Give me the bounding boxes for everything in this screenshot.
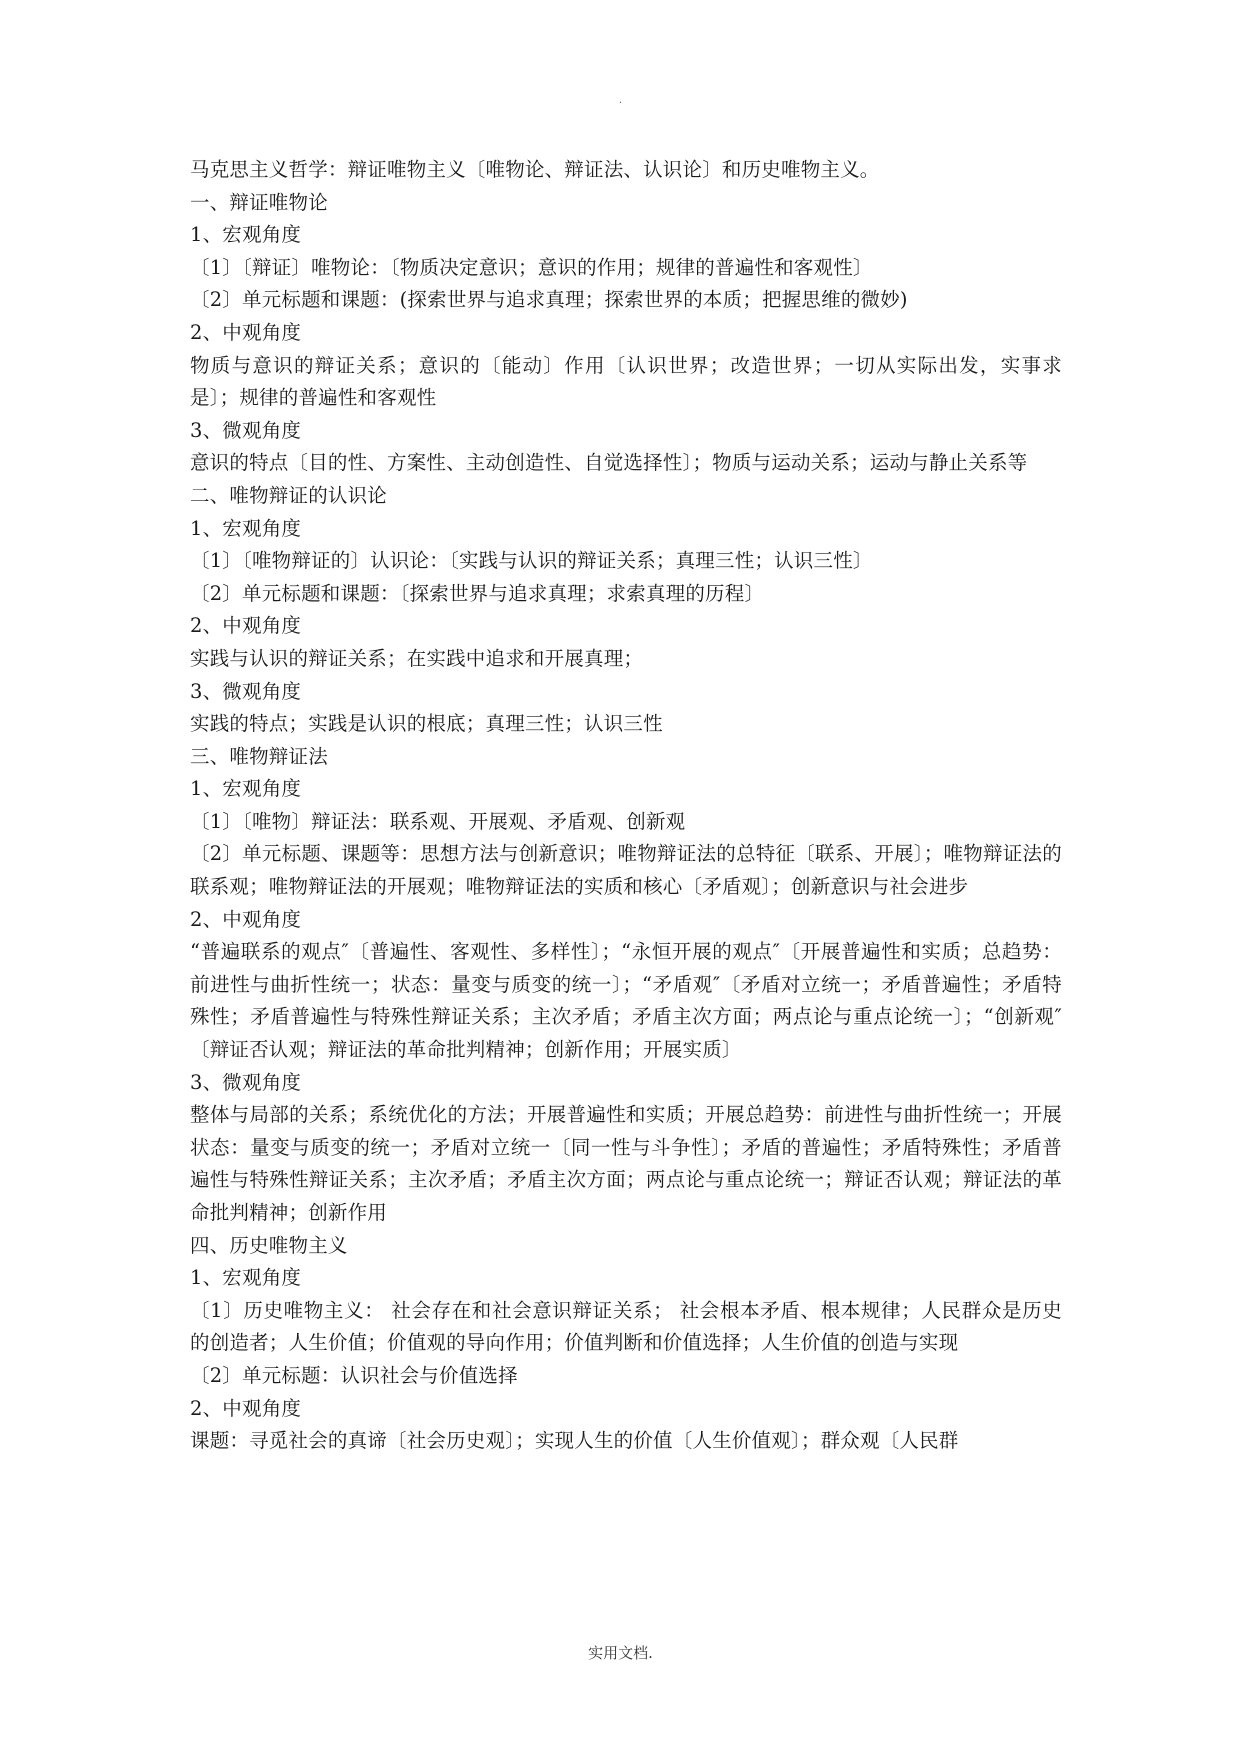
subsection-heading: 2、中观角度: [190, 614, 302, 638]
subsection-heading: 3、微观角度: [190, 418, 302, 442]
section-heading: 二、唯物辩证的认识论: [190, 483, 388, 507]
list-item: 〔2〕单元标题：认识社会与价值选择: [190, 1363, 518, 1387]
body-paragraph: 实践与认识的辩证关系；在实践中追求和开展真理；: [190, 646, 644, 670]
subsection-heading: 3、微观角度: [190, 1070, 302, 1094]
intro-line: 马克思主义哲学：辩证唯物主义〔唯物论、辩证法、认识论〕和历史唯物主义。: [190, 158, 880, 181]
body-paragraph: 物质与意识的辩证关系；意识的〔能动〕作用〔认识世界；改造世界；一切从实际出发，实事求是〕；规律的普遍性和客观性: [190, 353, 1062, 410]
body-paragraph: 整体与局部的关系；系统优化的方法；开展普遍性和实质；开展总趋势：前进性与曲折性统一；开展状态：量变与质变的统一；矛盾对立统一〔同一性与斗争性〕；矛盾的普遍性；矛盾特殊性；矛盾普遍性与特殊性辩证关系；主次矛盾；矛盾主次方面；两点论与重点论统一；辩证否认观；辩证法的革命批判精神；创新作用: [190, 1103, 1062, 1224]
section-heading: 一、辩证唯物论: [190, 190, 328, 214]
list-item: 〔1〕〔唯物〕辩证法：联系观、开展观、矛盾观、创新观: [190, 809, 686, 833]
subsection-heading: 1、宏观角度: [190, 516, 302, 540]
subsection-heading: 3、微观角度: [190, 679, 302, 703]
subsection-heading: 2、中观角度: [190, 907, 302, 931]
section-heading: 三、唯物辩证法: [190, 744, 328, 768]
subsection-heading: 1、宏观角度: [190, 1266, 302, 1290]
list-item: 〔2〕单元标题、课题等：思想方法与创新意识；唯物辩证法的总特征〔联系、开展〕；唯物辩证法的联系观；唯物辩证法的开展观；唯物辩证法的实质和核心〔矛盾观〕；创新意识与社会进步: [190, 842, 1062, 899]
list-item: 〔1〕〔唯物辩证的〕认识论：〔实践与认识的辩证关系；真理三性；认识三性〕: [190, 549, 873, 573]
body-paragraph: 课题：寻觅社会的真谛〔社会历史观〕；实现人生的价值〔人生价值观〕；群众观〔人民群: [190, 1429, 959, 1453]
page-footer: 实用文档.: [588, 1644, 653, 1662]
list-item: 〔1〕〔辩证〕唯物论：〔物质决定意识；意识的作用；规律的普遍性和客观性〕: [190, 255, 873, 279]
list-item: 〔2〕单元标题和课题：〔探索世界与追求真理；求索真理的历程〕: [190, 581, 765, 605]
body-paragraph: “普遍联系的观点″〔普遍性、客观性、多样性〕；“永恒开展的观点″〔开展普遍性和实质；总趋势：前进性与曲折性统一；状态：量变与质变的统一〕；“矛盾观″〔矛盾对立统一；矛盾普遍性；矛盾特殊性；矛盾普遍性与特殊性辩证关系；主次矛盾；矛盾主次方面；两点论与重点论统一〕；“创新观″〔辩证否认观；辩证法的革命批判精神；创新作用；开展实质〕: [190, 940, 1062, 1062]
list-item: 〔2〕单元标题和课题：(探索世界与追求真理；探索世界的本质；把握思维的微妙): [190, 288, 908, 312]
subsection-heading: 2、中观角度: [190, 320, 302, 344]
subsection-heading: 1、宏观角度: [190, 777, 302, 801]
body-paragraph: 意识的特点〔目的性、方案性、主动创造性、自觉选择性〕；物质与运动关系；运动与静止关系等: [190, 451, 1028, 475]
body-paragraph: 实践的特点；实践是认识的根底；真理三性；认识三性: [190, 712, 663, 736]
page-header-mark: .: [618, 95, 623, 106]
subsection-heading: 2、中观角度: [190, 1396, 302, 1420]
subsection-heading: 1、宏观角度: [190, 223, 302, 247]
section-heading: 四、历史唯物主义: [190, 1233, 348, 1257]
document-body: [190, 154, 1062, 1458]
list-item: 〔1〕历史唯物主义： 社会存在和社会意识辩证关系； 社会根本矛盾、根本规律；人民群众是历史的创造者；人生价值；价值观的导向作用；价值判断和价值选择；人生价值的创造与实现: [190, 1298, 1062, 1355]
